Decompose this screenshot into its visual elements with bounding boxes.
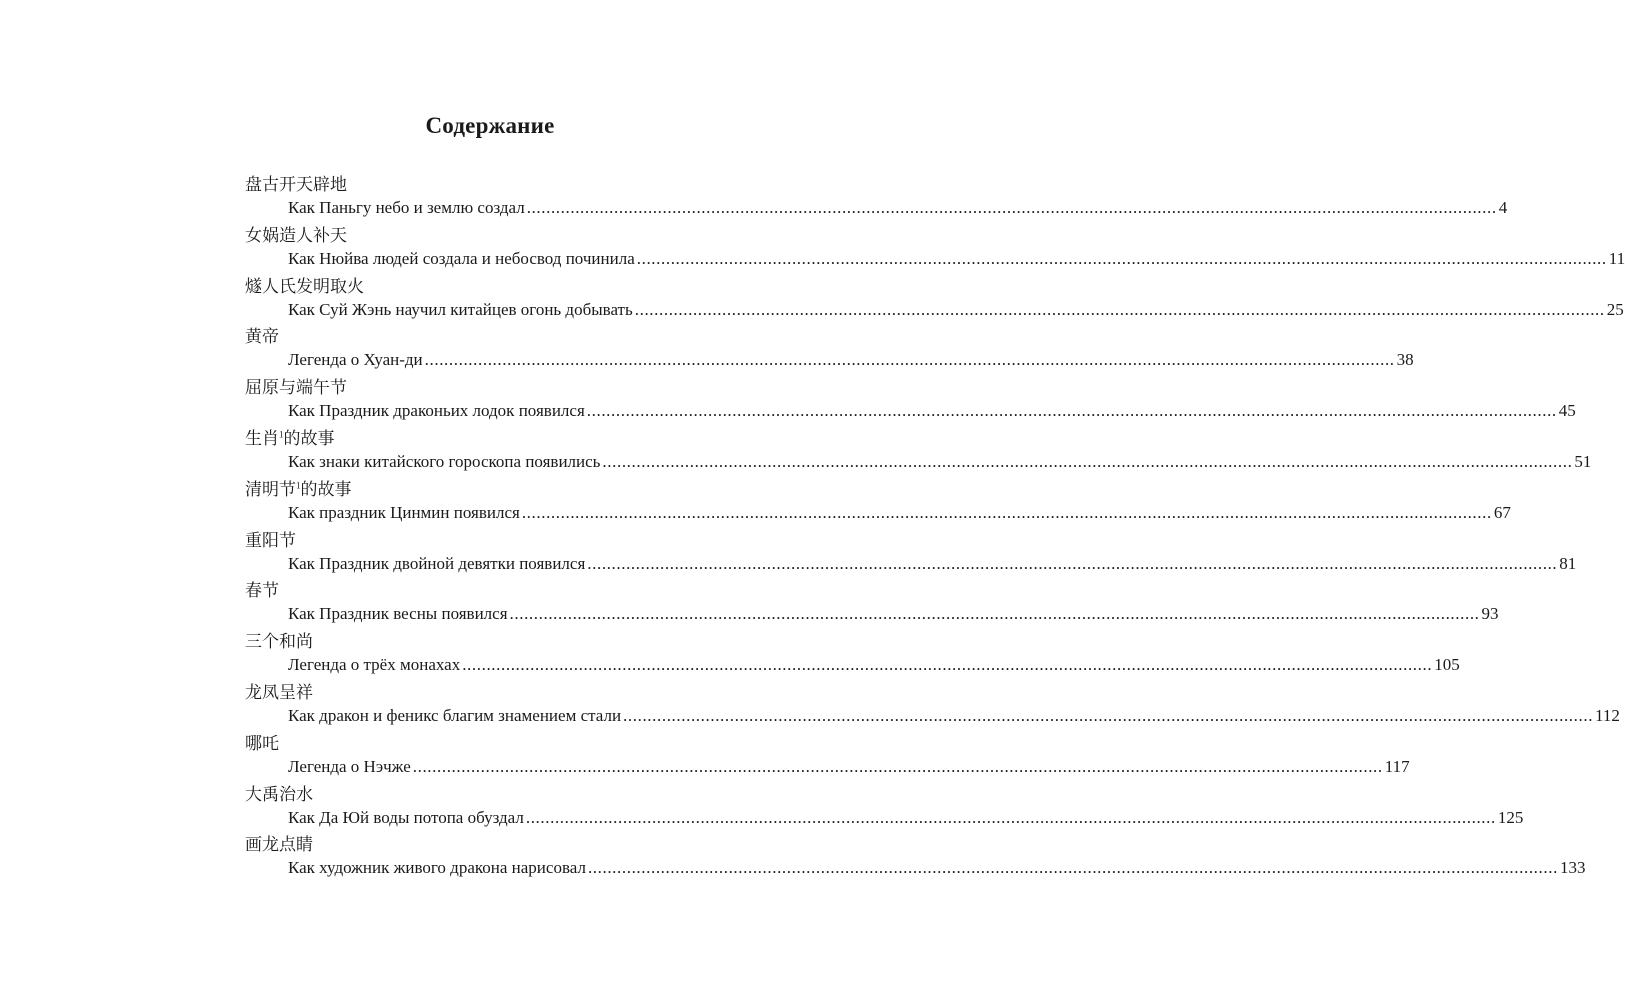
table-of-contents (245, 173, 1625, 884)
toc-chinese-title-text: 大禹治水 (245, 784, 313, 804)
page-title: Содержание (425, 113, 555, 138)
toc-entry (245, 833, 1586, 884)
toc-leader-dots: ........................................................................................................................................................................................................ (509, 604, 1480, 624)
toc-page-number: 133 (1559, 858, 1586, 878)
toc-russian-title: Как Да Юй воды потопа обуздал (288, 807, 524, 827)
toc-russian-title: Легенда о Хуан-ди (288, 350, 423, 370)
toc-chinese-title-text: 生肖 (245, 428, 279, 448)
toc-russian-title: Как Праздник драконьих лодок появился (288, 401, 585, 421)
toc-line (288, 247, 1625, 271)
toc-chinese-title (245, 529, 296, 553)
toc-line (288, 806, 1524, 830)
toc-chinese-title-text: 春节 (245, 581, 279, 601)
toc-chinese-title-text: 龙凤呈祥 (245, 682, 313, 702)
toc-line (288, 196, 1508, 220)
toc-leader-dots: ........................................................................................................................................................................................................ (412, 756, 1383, 776)
toc-line (288, 298, 1624, 322)
toc-russian-title: Как праздник Цинмин появился (288, 502, 520, 522)
toc-entry (245, 224, 1625, 275)
toc-line (288, 653, 1460, 677)
toc-page-number: 125 (1497, 807, 1524, 827)
toc-chinese-title-text: 重阳节 (245, 530, 296, 550)
toc-entry (245, 630, 1460, 681)
toc-leader-dots: ........................................................................................................................................................................................................ (587, 553, 1558, 573)
toc-entry (245, 376, 1576, 427)
toc-chinese-title-suffix: 的故事 (300, 479, 352, 499)
toc-page-number: 112 (1595, 705, 1620, 725)
toc-chinese-title-text: 盘古开天辟地 (245, 175, 347, 194)
toc-chinese-title-text: 哪吒 (245, 733, 279, 753)
toc-entry (245, 732, 1410, 783)
footnote-marker: 1 (279, 429, 284, 440)
toc-line (288, 856, 1586, 880)
toc-entry (245, 478, 1511, 529)
toc-chinese-title (245, 427, 335, 451)
toc-chinese-title-text: 画龙点睛 (245, 835, 313, 855)
toc-chinese-title (245, 783, 313, 807)
toc-page-number: 38 (1396, 350, 1414, 370)
toc-entry (245, 427, 1592, 478)
toc-entry (245, 579, 1499, 630)
toc-line (288, 348, 1414, 372)
toc-russian-title: Легенда о трёх монахах (288, 655, 461, 675)
toc-chinese-title-text: 燧人氏发明取火 (245, 276, 364, 296)
toc-leader-dots: ........................................................................................................................................................................................................ (634, 299, 1605, 319)
toc-page-number: 117 (1384, 756, 1410, 776)
toc-chinese-title (245, 630, 313, 654)
toc-chinese-title (245, 478, 352, 502)
toc-russian-title: Как знаки китайского гороскопа появились (288, 451, 601, 471)
toc-line (288, 501, 1511, 525)
toc-entry (245, 529, 1577, 580)
toc-chinese-title (245, 579, 279, 603)
toc-page-number: 45 (1558, 401, 1576, 421)
toc-page-number: 67 (1493, 502, 1511, 522)
toc-leader-dots: ........................................................................................................................................................................................................ (602, 451, 1573, 471)
toc-leader-dots: ........................................................................................................................................................................................................ (587, 858, 1558, 878)
toc-leader-dots: ........................................................................................................................................................................................................ (521, 502, 1492, 522)
toc-chinese-title-text: 三个和尚 (245, 632, 313, 652)
toc-chinese-title (245, 275, 364, 299)
toc-page-number: 81 (1559, 553, 1577, 573)
toc-entry (245, 783, 1524, 834)
toc-chinese-title (245, 833, 313, 857)
toc-chinese-title (245, 376, 347, 400)
toc-leader-dots: ........................................................................................................................................................................................................ (586, 401, 1557, 421)
toc-russian-title: Как Праздник весны появился (288, 604, 508, 624)
toc-page-number: 93 (1481, 604, 1499, 624)
toc-leader-dots: ........................................................................................................................................................................................................ (526, 198, 1497, 217)
toc-entry (245, 325, 1414, 376)
toc-line (288, 552, 1577, 576)
toc-entry (245, 173, 1508, 224)
toc-chinese-title-text: 清明节 (245, 479, 296, 499)
toc-entry (245, 681, 1620, 732)
toc-chinese-title-text: 黄帝 (245, 327, 279, 347)
toc-line (288, 755, 1410, 779)
toc-russian-title: Как Нюйва людей создала и небосвод починила (288, 248, 635, 268)
toc-leader-dots: ........................................................................................................................................................................................................ (424, 350, 1395, 370)
toc-chinese-title-text: 屈原与端午节 (245, 378, 347, 398)
toc-leader-dots: ........................................................................................................................................................................................................ (462, 655, 1433, 675)
toc-page-number: 11 (1608, 248, 1625, 268)
toc-line (288, 602, 1499, 626)
toc-russian-title: Как Суй Жэнь научил китайцев огонь добывать (288, 299, 633, 319)
toc-line (288, 450, 1592, 474)
toc-chinese-title (245, 732, 279, 756)
toc-chinese-title (245, 681, 313, 705)
toc-russian-title: Легенда о Нэчже (288, 756, 411, 776)
footnote-marker: 1 (296, 480, 301, 491)
toc-leader-dots: ........................................................................................................................................................................................................ (623, 705, 1594, 725)
toc-page-number: 51 (1574, 451, 1592, 471)
toc-line (288, 704, 1620, 728)
toc-chinese-title (245, 325, 279, 349)
toc-page-number: 25 (1606, 299, 1624, 319)
toc-russian-title: Как Праздник двойной девятки появился (288, 553, 586, 573)
toc-chinese-title (245, 173, 347, 197)
toc-line (288, 399, 1576, 423)
toc-russian-title: Как художник живого дракона нарисовал (288, 858, 586, 878)
toc-page-number: 105 (1434, 655, 1460, 675)
toc-entry (245, 275, 1624, 326)
toc-leader-dots: ........................................................................................................................................................................................................ (636, 248, 1607, 268)
toc-chinese-title (245, 224, 347, 248)
toc-russian-title: Как Паньгу небо и землю создал (288, 198, 525, 217)
toc-chinese-title-text: 女娲造人补天 (245, 225, 347, 245)
toc-leader-dots: ........................................................................................................................................................................................................ (525, 807, 1496, 827)
toc-page-number: 4 (1498, 198, 1508, 217)
toc-chinese-title-suffix: 的故事 (283, 428, 335, 448)
toc-russian-title: Как дракон и феникс благим знамением стали (288, 705, 622, 725)
